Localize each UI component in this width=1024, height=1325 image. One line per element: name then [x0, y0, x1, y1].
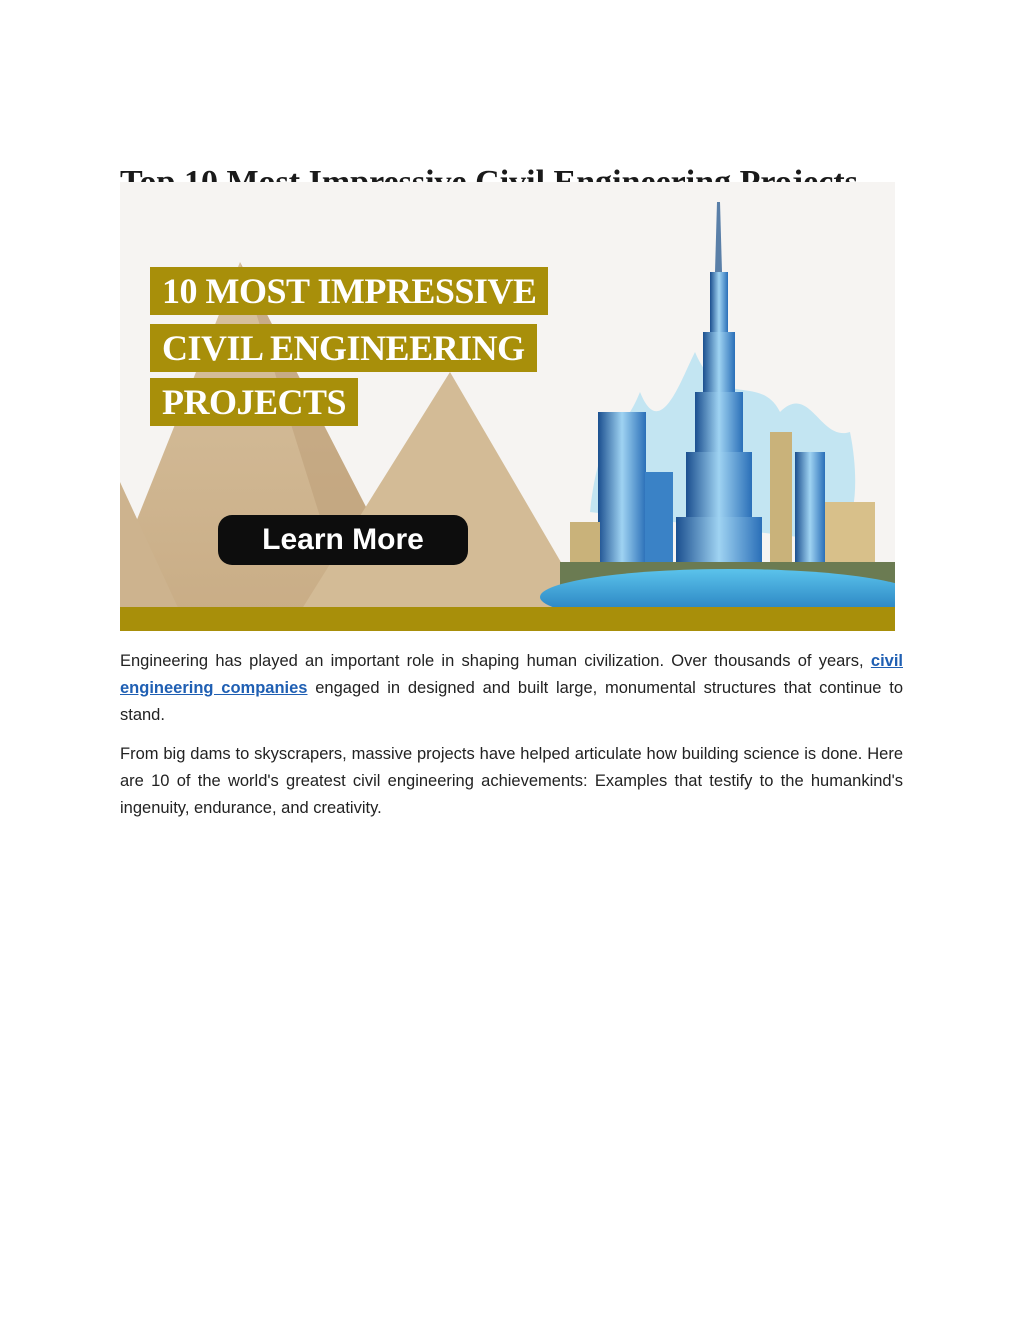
building-shape: [598, 412, 646, 582]
civil-engineering-companies-link[interactable]: civil engineering companies: [120, 652, 903, 697]
banner-bottom-bar: [120, 607, 895, 631]
paragraph-text: engaged in designed and built large, monumental structures that continue to stand.: [120, 679, 903, 724]
paragraph-text: Engineering has played an important role in shaping human civilization. Over thousands of years,: [120, 652, 871, 670]
learn-more-button[interactable]: Learn More: [218, 515, 468, 565]
intro-paragraph: [120, 648, 903, 729]
banner-headline-line: 10 MOST IMPRESSIVE: [150, 267, 548, 315]
banner-headline-line: CIVIL ENGINEERING: [150, 324, 537, 372]
banner-headline-line: PROJECTS: [150, 378, 358, 426]
second-paragraph: From big dams to skyscrapers, massive projects have helped articulate how building science is done. Here are 10 of the world's greatest civil engineering achievements: Examples that testify to the humankind's ingenuity, endurance, and creativity.: [120, 745, 903, 817]
banner-image[interactable]: [120, 182, 895, 631]
